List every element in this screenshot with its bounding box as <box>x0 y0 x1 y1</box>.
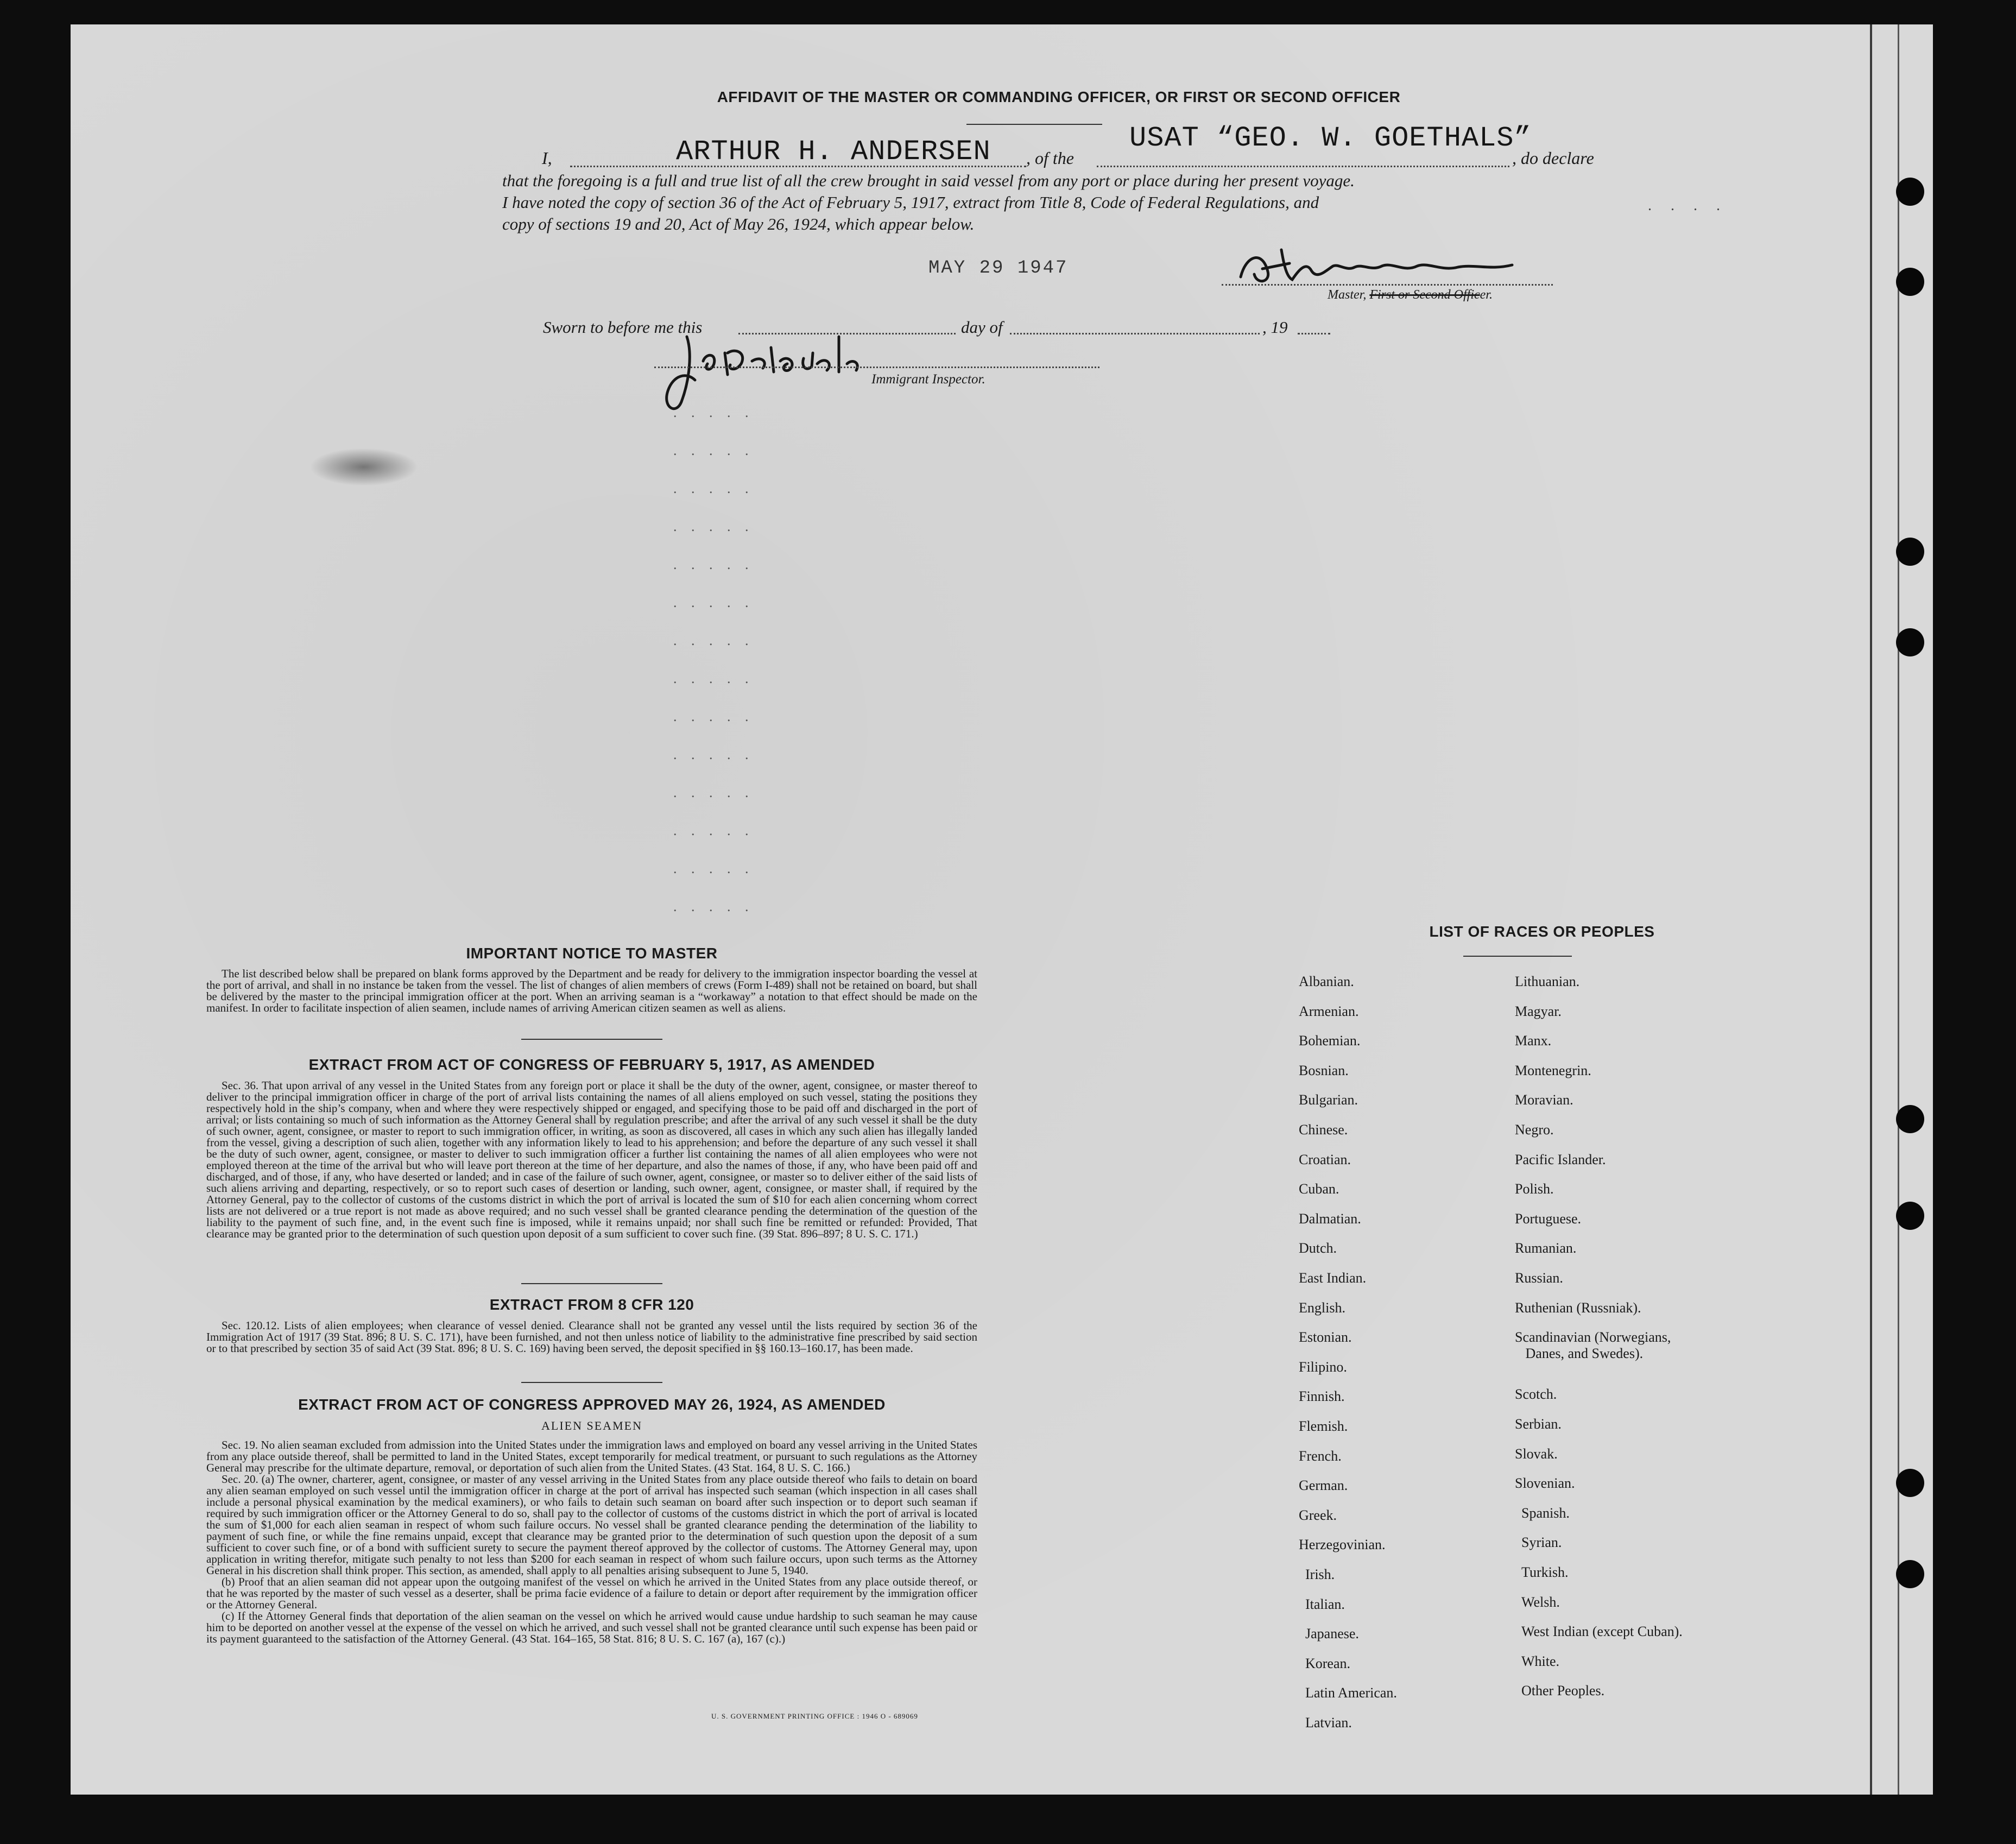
inspector-caption: Immigrant Inspector. <box>871 372 985 387</box>
race-item: Syrian. <box>1521 1534 1562 1550</box>
race-item: Irish. <box>1305 1567 1335 1582</box>
punch-hole <box>1896 178 1924 206</box>
of-the-label: , of the <box>1026 148 1074 168</box>
affidavit-line-3: copy of sections 19 and 20, Act of May 26, 1924, which appear below. <box>502 214 975 233</box>
race-item: Scandinavian (Norwegians, Danes, and Swedes). <box>1515 1329 1671 1361</box>
section-rule <box>521 1283 662 1284</box>
race-item: Herzegovinian. <box>1299 1537 1386 1552</box>
race-item: Pacific Islander. <box>1515 1152 1606 1167</box>
race-item: Finnish. <box>1299 1388 1345 1404</box>
leader-dots: . . . . . <box>673 633 754 648</box>
margin-rule <box>1870 24 1872 1795</box>
leader-dots: . . . . . <box>673 405 754 420</box>
extract-cfr-paragraph: Sec. 120.12. Lists of alien employees; when clearance of vessel denied. Clearance shall not be granted any vessel until the lists required by section 36 of the Immigration Act of 1917 (39 Stat. 896; 8 U. S. C. 171), have been furnished, and not then unless notice of liability to the administrative fine prescribed by said section or to that prescribed by section 35 of said Act (39 Stat. 896; 8 U. S. C. 169) having been served, the deposit specified in §§ 160.13–160.17, has been made. <box>206 1319 977 1355</box>
master-caption-struck: First or Second Offic <box>1369 288 1480 302</box>
extract-1924-title: EXTRACT FROM ACT OF CONGRESS APPROVED MAY 26, 1924, AS AMENDED <box>298 1396 886 1413</box>
race-item: French. <box>1299 1448 1342 1464</box>
punch-hole <box>1896 538 1924 566</box>
race-item: English. <box>1299 1300 1345 1316</box>
race-item: West Indian (except Cuban). <box>1521 1624 1683 1639</box>
notice-paragraph: The list described below shall be prepared on blank forms approved by the Department and be ready for delivery to the immigration inspector boarding the vessel at the port of arrival, and shall in no instance be taken from the vessel. The list of changes of alien members of crews (Form I-489) shall not be retained on board, but shall be delivered by the master to the principal immigration officer at the port. When an arriving seaman is a “workaway” a notation to that effect should be made on the manifest. In order to facilitate inspection of alien seamen, include names of arriving American citizen seamen as well as aliens. <box>206 967 977 1014</box>
race-item: Other Peoples. <box>1521 1683 1605 1698</box>
race-item: Flemish. <box>1299 1418 1348 1434</box>
leader-dots: . . . . . <box>673 671 754 686</box>
date-stamp: MAY 29 1947 <box>928 258 1069 279</box>
race-item: Bohemian. <box>1299 1033 1361 1049</box>
races-title: LIST OF RACES OR PEOPLES <box>1429 923 1655 940</box>
race-item: Latin American. <box>1305 1685 1397 1701</box>
affidavit-title: AFFIDAVIT OF THE MASTER OR COMMANDING OFFICER, OR FIRST OR SECOND OFFICER <box>717 89 1401 105</box>
leader-dots: . . . . . <box>673 443 754 458</box>
race-item: Serbian. <box>1515 1416 1562 1432</box>
extract-1924-body <box>206 1439 977 1645</box>
race-item: Portuguese. <box>1515 1211 1582 1227</box>
race-item: Welsh. <box>1521 1594 1560 1610</box>
year-label: , 19 <box>1262 318 1288 337</box>
leader-dots: . . . . . <box>673 595 754 610</box>
race-item: Slovenian. <box>1515 1475 1575 1491</box>
master-signature-line <box>1222 284 1553 286</box>
race-item: Albanian. <box>1299 974 1354 989</box>
leader-dots: . . . . . <box>673 481 754 496</box>
race-item: Filipino. <box>1299 1359 1347 1375</box>
race-item: Turkish. <box>1521 1564 1569 1580</box>
master-name: ARTHUR H. ANDERSEN <box>676 136 991 168</box>
extract-cfr-title: EXTRACT FROM 8 CFR 120 <box>489 1296 694 1313</box>
race-item: Polish. <box>1515 1181 1554 1197</box>
extract-cfr-body <box>206 1320 977 1354</box>
vessel-name-line <box>1097 166 1509 167</box>
race-item: Italian. <box>1305 1596 1345 1612</box>
race-item: Scotch. <box>1515 1386 1557 1402</box>
race-item: Dalmatian. <box>1299 1211 1361 1227</box>
extract-1924-sec20b: (b) Proof that an alien seaman did not appear upon the outgoing manifest of the vessel on which he arrived in the United States from any place outside thereof, or that he was reported by the master of such vessel as a deserter, shall be prima facie evidence of a failure to detain or deport after requirement by the immigration officer or the Attorney General. <box>206 1575 977 1611</box>
race-item: Rumanian. <box>1515 1240 1577 1256</box>
punch-hole <box>1896 1560 1924 1588</box>
race-item: Cuban. <box>1299 1181 1339 1197</box>
sworn-month-line <box>1010 333 1260 334</box>
day-of-label: day of <box>961 318 1003 337</box>
race-item: Chinese. <box>1299 1122 1348 1138</box>
race-item: Ruthenian (Russniak). <box>1515 1300 1641 1316</box>
extract-1924-sec20c: (c) If the Attorney General finds that deportation of the alien seaman on the vessel on which he arrived would cause undue hardship to such seaman he may cause him to be deported on another vessel at the expense of the vessel on which he arrived, and such vessel shall not be granted clearance until such expense has been paid or its payment guaranteed to the satisfaction of the Attorney General. (43 Stat. 164–165, 58 Stat. 816; 8 U. S. C. 167 (a), 167 (c).) <box>206 1609 977 1645</box>
extract-1917-body <box>206 1080 977 1240</box>
leader-dots: . . . . . <box>673 785 754 800</box>
race-item: Dutch. <box>1299 1240 1337 1256</box>
race-item: Spanish. <box>1521 1505 1570 1521</box>
race-item: Latvian. <box>1305 1715 1352 1731</box>
document-page <box>71 24 1933 1795</box>
race-item: Montenegrin. <box>1515 1063 1591 1078</box>
affidavit-i-label: I, <box>542 148 552 168</box>
inspector-signature <box>654 320 888 418</box>
punch-hole <box>1896 628 1924 656</box>
vessel-name: USAT “GEO. W. GOETHALS” <box>1129 122 1532 154</box>
race-item: Croatian. <box>1299 1152 1351 1167</box>
leader-dots: . . . . . <box>673 519 754 534</box>
race-item: East Indian. <box>1299 1270 1367 1286</box>
sworn-label: Sworn to before me this <box>543 318 703 337</box>
race-item: Japanese. <box>1305 1626 1359 1641</box>
leader-dots: . . . . . <box>673 899 754 914</box>
race-item: White. <box>1521 1653 1560 1669</box>
master-caption-a: Master, <box>1328 288 1367 302</box>
leader-dots: . . . . . <box>673 823 754 838</box>
affidavit-line-2: I have noted the copy of section 36 of the Act of February 5, 1917, extract from Title 8, Code of Federal Regulations, and <box>502 193 1319 212</box>
extract-1917-title: EXTRACT FROM ACT OF CONGRESS OF FEBRUARY 5, 1917, AS AMENDED <box>308 1056 875 1073</box>
race-item: German. <box>1299 1477 1348 1493</box>
affidavit-line-1: that the foregoing is a full and true list of all the crew brought in said vessel from any port or place during her present voyage. <box>502 171 1355 190</box>
master-caption <box>1328 288 1493 302</box>
master-caption-b: er. <box>1480 288 1493 302</box>
race-item: Lithuanian. <box>1515 974 1580 989</box>
race-item: Greek. <box>1299 1507 1337 1523</box>
section-rule <box>521 1382 662 1383</box>
race-item: Korean. <box>1305 1656 1351 1671</box>
punch-hole <box>1896 1469 1924 1497</box>
title-rule <box>966 124 1102 125</box>
printing-office-footer: U. S. GOVERNMENT PRINTING OFFICE : 1946 O - 689069 <box>711 1712 918 1720</box>
section-rule <box>521 1039 662 1040</box>
leader-dots: . . . . . <box>673 709 754 724</box>
race-item: Slovak. <box>1515 1446 1558 1462</box>
sworn-year-line <box>1298 333 1330 334</box>
punch-hole <box>1896 268 1924 296</box>
race-item: Manx. <box>1515 1033 1552 1049</box>
leader-dots: . . . . . <box>673 861 754 876</box>
notice-title: IMPORTANT NOTICE TO MASTER <box>466 945 718 962</box>
punch-hole <box>1896 1202 1924 1230</box>
race-item: Bosnian. <box>1299 1063 1349 1078</box>
inspector-signature-line <box>654 367 1099 368</box>
race-item: Negro. <box>1515 1122 1554 1138</box>
race-item: Magyar. <box>1515 1003 1562 1019</box>
punch-hole <box>1896 1105 1924 1133</box>
notice-body <box>206 968 977 1014</box>
races-title-rule <box>1463 956 1572 957</box>
do-declare-label: , do declare <box>1512 148 1594 168</box>
race-item: Estonian. <box>1299 1329 1352 1345</box>
extract-1924-sec19: Sec. 19. No alien seaman excluded from admission into the United States under the immigration laws and employed on board any vessel arriving in the United States from any place outside thereof, shall be permitted to land in the United States, except temporarily for medical treatment, or pursuant to such regulations as the Attorney General may prescribe for the ultimate departure, removal, or deportation of such alien from the United States. (43 Stat. 164, 8 U. S. C. 166.) <box>206 1438 977 1474</box>
extract-1924-subtitle: ALIEN SEAMEN <box>541 1419 642 1432</box>
leader-dots: . . . . . <box>673 557 754 572</box>
race-item: Russian. <box>1515 1270 1563 1286</box>
race-item: Moravian. <box>1515 1092 1573 1108</box>
filler-dots: . . . . <box>1648 197 1728 214</box>
race-item: Armenian. <box>1299 1003 1359 1019</box>
ink-smudge <box>309 448 418 486</box>
extract-1917-paragraph: Sec. 36. That upon arrival of any vessel in the United States from any foreign port or place it shall be the duty of the owner, agent, consignee, or master thereof to deliver to the principal immigration officer in charge of the port of arrival lists containing the names of all aliens employed on such vessel, stating the positions they respectively hold in the ship’s company, when and where they were respectively shipped or engaged, and specifying those to be paid off and discharged in the port of arrival; or lists containing so much of such information as the Attorney General shall by regulation prescribe; and after the arrival of any such vessel it shall be the duty of such owner, agent, consignee, or master to report to such immigration officer, in writing, as soon as discovered, all cases in which any such alien has illegally landed from the vessel, giving a description of such alien, together with any information likely to lead to his apprehension; and before the departure of any such vessel it shall be the duty of such owner, agent, consignee, or master to deliver to such immigration officer a further list containing the names of all alien employees who were not employed thereon at the time of the arrival but who will leave port thereon at the time of her departure, and also the names of those, if any, who have been paid off and discharged, and of those, if any, who have deserted or landed; and in case of the failure of such owner, agent, consignee, or master so to deliver either of the said lists of such aliens arriving and departing, respectively, or so to report such cases of desertion or landing, such owner, agent, consignee, or master shall, if required by the Attorney General, pay to the collector of customs of the customs district in which the port of arrival is located the sum of $10 for each alien concerning whom correct lists are not delivered or a true report is not made as above required; and no such vessel shall be granted clearance pending the determination of the question of the liability to the payment of such fine, and, in the event such fine is imposed, while it remains unpaid; nor shall such fine be remitted or refunded: Provided, That clearance may be granted prior to the determination of such question upon deposit of a sum sufficient to cover such fine. (39 Stat. 896–897; 8 U. S. C. 171.) <box>206 1079 977 1240</box>
extract-1924-sec20a: Sec. 20. (a) The owner, charterer, agent, consignee, or master of any vessel arriving in the United States from any place outside thereof who fails to detain on board any alien seaman employed on such vessel until the immigration officer in charge at the port of arrival has inspected such seaman (which inspection in all cases shall include a personal physical examination by the medical examiners), or who fails to detain such seaman on board after such inspection or to deport such seaman if required by such immigration officer or the Attorney General to do so, shall pay to the collector of customs of the customs district in which the port of arrival is located the sum of $1,000 for each alien seaman in respect of whom such failure occurs. No vessel shall be granted clearance pending the determination of the liability to payment of such fine, or while the fine remains unpaid, except that clearance may be granted prior to the determination of such question upon the deposit of a sum sufficient to cover such fine, or of a bond with sufficient surety to secure the payment thereof approved by the collector of customs. The Attorney General may, upon application in writing therefor, mitigate such penalty to not less than $200 for each seaman in respect of whom such failure occurs, upon such terms as the Attorney General in his discretion shall think proper. This section, as amended, shall apply to all penalties arising subsequent to June 5, 1940. <box>206 1473 977 1577</box>
race-item: Bulgarian. <box>1299 1092 1358 1108</box>
leader-dots: . . . . . <box>673 747 754 762</box>
